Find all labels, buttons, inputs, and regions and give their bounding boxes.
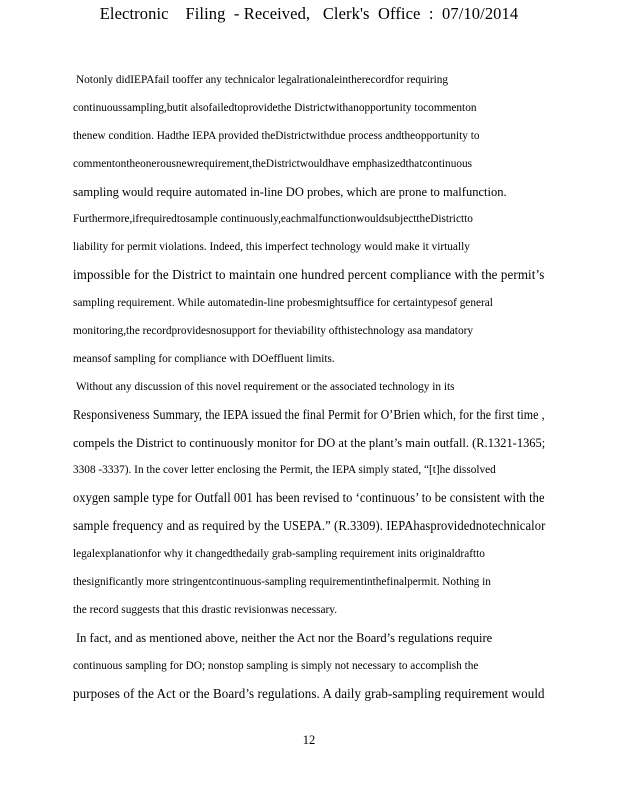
text-line: Notonly didIEPAfail tooffer any technicalor legalrationaleintherecordfor requiring xyxy=(76,74,449,86)
text-line: purposes of the Act or the Board’s regulations. A daily grab-sampling requirement would xyxy=(73,685,545,701)
text-line: thesignificantly more stringentcontinuous-sampling requirementinthefinalpermit. Nothing in xyxy=(73,576,491,589)
text-line: sampling requirement. While automatedin-line probesmightsuffice for certaintypesof general xyxy=(73,297,493,310)
text-line: oxygen sample type for Outfall 001 has been revised to ‘continuous’ to be consistent with the xyxy=(73,490,545,506)
text-line: Furthermore,ifrequiredtosample continuously,eachmalfunctionwouldsubjecttheDistrictto xyxy=(73,213,473,226)
page-header: Electronic Filing - Received, Clerk's Office : 07/10/2014 xyxy=(99,4,519,23)
text-line: 3308 -3337). In the cover letter enclosing the Permit, the IEPA simply stated, “[t]he dissolved xyxy=(73,464,496,477)
text-line: commentontheonerousnewrequirement,theDistrictwouldhave emphasizedthatcontinuous xyxy=(73,157,473,170)
text-line: thenew condition. Hadthe IEPA provided theDistrictwithdue process andtheopportunity to xyxy=(73,129,480,142)
text-line: compels the District to continuously monitor for DO at the plant’s main outfall. (R.1321-1365; xyxy=(73,435,546,450)
text-line: legalexplanationfor why it changedthedaily grab-sampling requirement inits originaldraftto xyxy=(73,548,485,561)
text-line: continuoussampling,butit alsofailedtoprovidethe Districtwithanopportunity tocommenton xyxy=(73,101,477,114)
text-line: sample frequency and as required by the USEPA.” (R.3309). IEPAhasprovidednotechnicalor xyxy=(73,518,546,534)
paragraph-3 xyxy=(73,630,543,714)
paragraph-1 xyxy=(73,72,543,379)
document-body xyxy=(73,72,546,713)
text-line: continuous sampling for DO; nonstop sampling is simply not necessary to accomplish the xyxy=(73,659,479,672)
text-line: meansof sampling for compliance with DOeffluent limits. xyxy=(73,352,335,365)
text-line: liability for permit violations. Indeed, this imperfect technology would make it virtually xyxy=(73,241,470,254)
text-line: the record suggests that this drastic revisionwas necessary. xyxy=(73,603,338,616)
text-line: Without any discussion of this novel requirement or the associated technology in its xyxy=(76,380,455,393)
text-line: Responsiveness Summary, the IEPA issued the final Permit for O’Brien which, for the first time , xyxy=(73,406,545,422)
paragraph-2 xyxy=(73,379,546,630)
text-line: monitoring,the recordprovidesnosupport for theviability ofthistechnology asa mandatory xyxy=(73,325,474,338)
text-line: sampling would require automated in-line DO probes, which are prone to malfunction. xyxy=(73,184,507,199)
text-line: In fact, and as mentioned above, neither the Act nor the Board’s regulations require xyxy=(76,630,493,645)
page-number: 12 xyxy=(302,733,316,747)
text-line: impossible for the District to maintain one hundred percent compliance with the permit’s xyxy=(73,267,545,283)
